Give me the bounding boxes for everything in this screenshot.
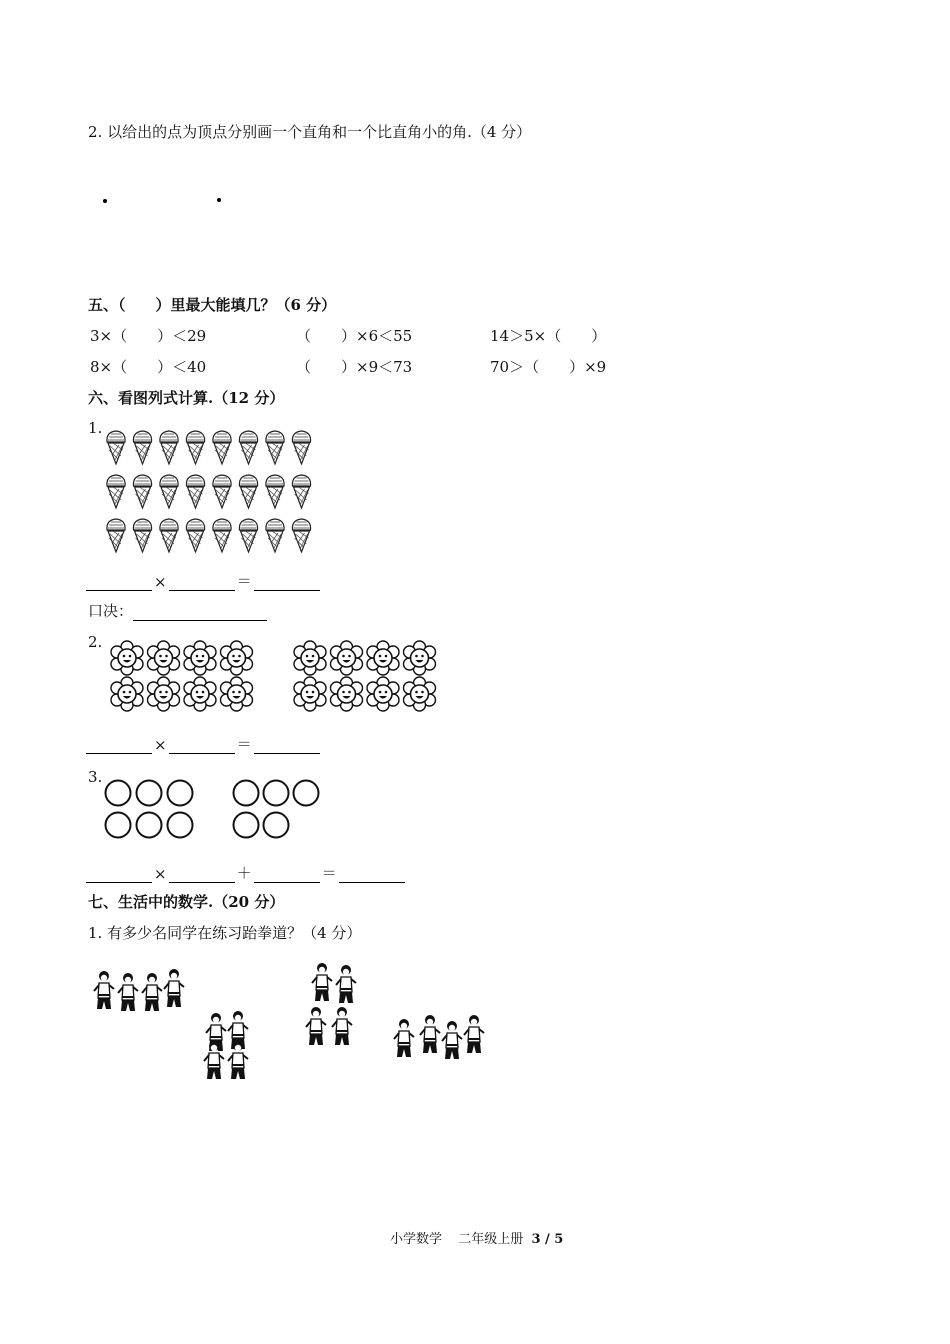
q6-2-number: 2. — [88, 633, 103, 651]
student-figure — [142, 973, 162, 1011]
equals-sign: ＝ — [236, 735, 252, 753]
answer-blank[interactable] — [169, 868, 235, 883]
question-4-2: 2. 以给出的点为顶点分别画一个直角和一个比直角小的角.（4 分） — [88, 123, 532, 141]
section-6-heading: 六、看图列式计算.（12 分） — [88, 389, 285, 407]
ice-cream-icon — [266, 519, 284, 552]
ice-cream-icon — [160, 475, 178, 508]
flower-icon — [111, 641, 143, 675]
ice-cream-icon — [292, 475, 310, 508]
plus-sign: ＋ — [236, 864, 252, 882]
q6-3-equation — [86, 862, 405, 883]
circle-shape — [106, 813, 131, 838]
student-figure — [442, 1021, 462, 1059]
student-figure — [228, 1041, 248, 1079]
ice-cream-icon — [133, 475, 151, 508]
ice-cream-icon — [186, 519, 204, 552]
flower-icon — [184, 677, 216, 711]
flower-icon — [404, 641, 436, 675]
ice-cream-icon — [213, 519, 231, 552]
footer-grade: 二年级上册 — [458, 1232, 524, 1247]
student-figure — [312, 963, 332, 1001]
fill-item-3: 14＞5×（ ） — [490, 327, 607, 345]
flower-icon — [331, 677, 363, 711]
flower-figure — [105, 638, 445, 716]
fill-item-5: （ ）×9＜73 — [296, 358, 413, 376]
flower-icon — [294, 677, 326, 711]
circle-shape — [106, 781, 131, 806]
answer-blank[interactable] — [86, 868, 152, 883]
answer-blank[interactable] — [254, 739, 320, 754]
ice-cream-icon — [213, 431, 231, 464]
answer-blank[interactable] — [169, 576, 235, 591]
answer-blank[interactable] — [169, 739, 235, 754]
vertex-point-2 — [217, 198, 221, 202]
equals-sign: ＝ — [321, 864, 337, 882]
ice-cream-icon — [160, 519, 178, 552]
flower-icon — [148, 641, 180, 675]
student-figure — [336, 965, 356, 1003]
q6-2-equation — [86, 733, 320, 754]
student-figure — [464, 1015, 484, 1053]
ice-cream-icon — [133, 431, 151, 464]
vertex-point-1 — [103, 199, 107, 203]
ice-cream-icon — [266, 431, 284, 464]
answer-blank[interactable] — [254, 576, 320, 591]
ice-cream-icon — [292, 519, 310, 552]
answer-blank[interactable] — [339, 868, 405, 883]
circle-shape — [234, 813, 259, 838]
circle-shape — [234, 781, 259, 806]
flower-icon — [221, 677, 253, 711]
fill-item-2: （ ）×6＜55 — [296, 327, 413, 345]
circle-shape — [137, 781, 162, 806]
circle-shape — [264, 813, 289, 838]
ice-cream-icon — [107, 519, 125, 552]
student-figure — [332, 1007, 352, 1045]
answer-blank[interactable] — [86, 739, 152, 754]
ice-cream-icon — [292, 431, 310, 464]
q6-1-equation — [86, 570, 320, 591]
section-7-heading: 七、生活中的数学.（20 分） — [88, 893, 285, 911]
flower-icon — [404, 677, 436, 711]
flower-icon — [111, 677, 143, 711]
circle-figure — [100, 776, 340, 846]
student-figure — [118, 973, 138, 1011]
koujue-blank[interactable] — [133, 606, 267, 621]
circle-shape — [264, 781, 289, 806]
circle-shape — [137, 813, 162, 838]
circle-shape — [294, 781, 319, 806]
q6-1-koujue — [88, 600, 267, 621]
ice-cream-icon — [160, 431, 178, 464]
times-sign: × — [154, 736, 167, 754]
footer-page-number: 3 / 5 — [531, 1232, 564, 1247]
flower-icon — [367, 677, 399, 711]
flower-icon — [221, 641, 253, 675]
fill-item-1: 3×（ ）＜29 — [90, 327, 207, 345]
answer-blank[interactable] — [86, 576, 152, 591]
circle-shape — [168, 781, 193, 806]
ice-cream-icon — [239, 475, 257, 508]
ice-cream-icon — [133, 519, 151, 552]
fill-item-6: 70＞（ ）×9 — [490, 358, 607, 376]
ice-cream-icon — [107, 475, 125, 508]
student-figure — [420, 1015, 440, 1053]
student-figure — [394, 1019, 414, 1057]
flower-icon — [294, 641, 326, 675]
footer-subject: 小学数学 — [390, 1232, 443, 1247]
circle-shape — [168, 813, 193, 838]
page-footer — [390, 1228, 563, 1247]
answer-blank[interactable] — [254, 868, 320, 883]
fill-item-4: 8×（ ）＜40 — [90, 358, 207, 376]
flower-icon — [148, 677, 180, 711]
ice-cream-icon — [213, 475, 231, 508]
ice-cream-icon — [186, 475, 204, 508]
ice-cream-icon — [266, 475, 284, 508]
ice-cream-icon — [239, 519, 257, 552]
student-figure — [306, 1007, 326, 1045]
ice-cream-icon — [186, 431, 204, 464]
flower-icon — [367, 641, 399, 675]
student-figure — [164, 969, 184, 1007]
ice-cream-icon — [107, 431, 125, 464]
taekwondo-figure — [90, 962, 510, 1087]
ice-cream-figure — [100, 428, 330, 563]
ice-cream-icon — [239, 431, 257, 464]
flower-icon — [331, 641, 363, 675]
flower-icon — [184, 641, 216, 675]
equals-sign: ＝ — [236, 572, 252, 590]
koujue-label: 口决： — [88, 602, 134, 620]
student-figure — [94, 971, 114, 1009]
times-sign: × — [154, 573, 167, 591]
times-sign: × — [154, 865, 167, 883]
q6-1-number: 1. — [88, 419, 103, 437]
section-5-heading: 五、（ ）里最大能填几？（6 分） — [88, 296, 337, 314]
q6-3-number: 3. — [88, 768, 103, 786]
q7-1-text: 1. 有多少名同学在练习跆拳道？（4 分） — [88, 924, 362, 942]
